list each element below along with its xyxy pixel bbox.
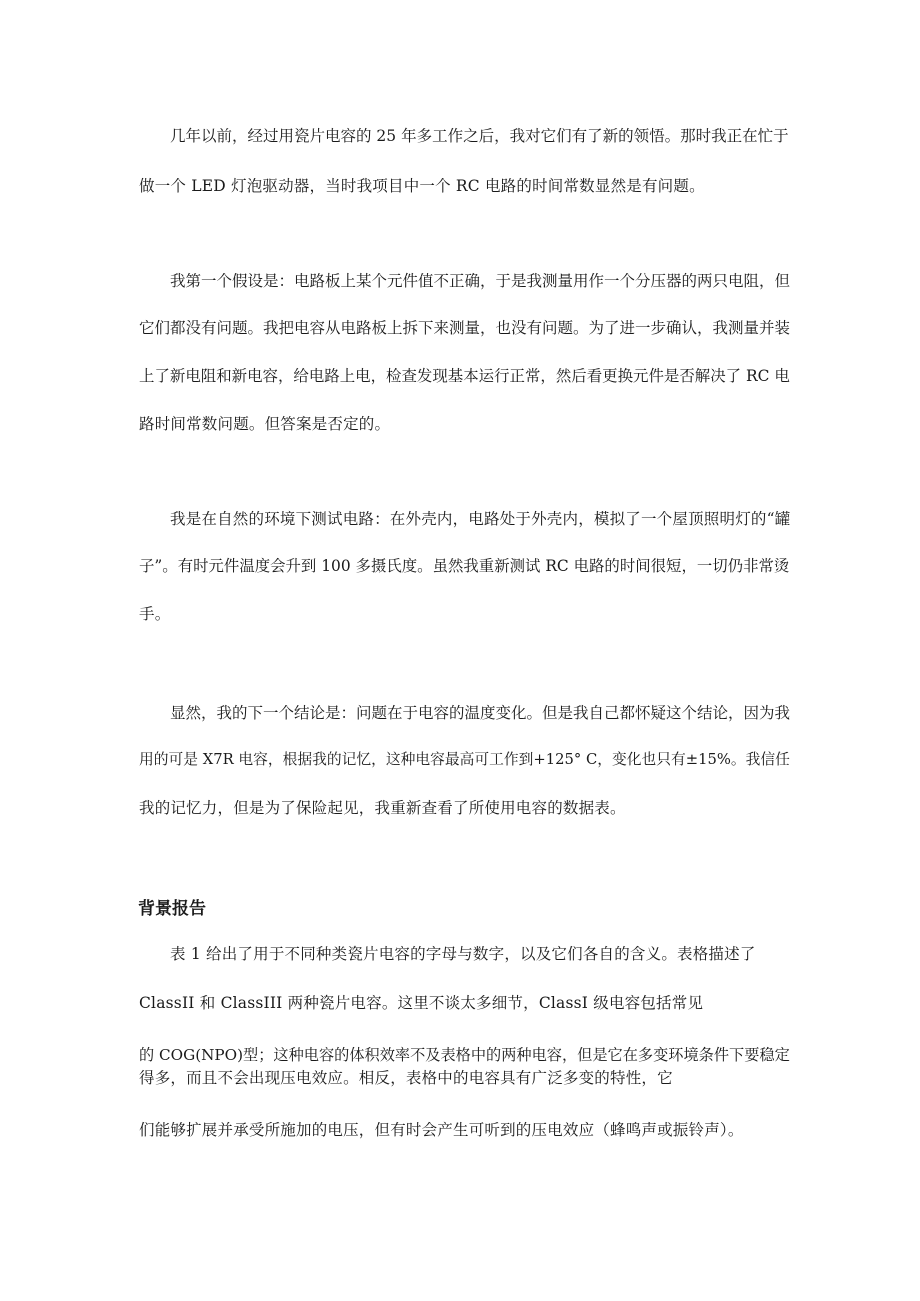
- paragraph-3-line-3: 手。: [139, 605, 171, 623]
- section-line-2: ClassII 和 ClassIII 两种瓷片电容。这里不谈太多细节，ClassI 级电容包括常见: [139, 994, 704, 1012]
- paragraph-2-line-2: 它们都没有问题。我把电容从电路板上拆下来测量，也没有问题。为了进一步确认，我测量并装: [139, 319, 791, 337]
- paragraph-3-line-1: 我是在自然的环境下测试电路：在外壳内，电路处于外壳内，模拟了一个屋顶照明灯的“罐: [170, 510, 791, 528]
- section-line-1: 表 1 给出了用于不同种类瓷片电容的字母与数字，以及它们各自的含义。表格描述了: [170, 945, 756, 963]
- section-line-4: 得多，而且不会出现压电效应。相反，表格中的电容具有广泛多变的特性，它: [139, 1069, 673, 1087]
- paragraph-2-line-4: 路时间常数问题。但答案是否定的。: [139, 415, 391, 433]
- paragraph-4-line-2: 用的可是 X7R 电容，根据我的记忆，这种电容最高可工作到+125° C，变化也只有±15%。我信任: [139, 751, 790, 768]
- paragraph-4-line-1: 显然，我的下一个结论是：问题在于电容的温度变化。但是我自己都怀疑这个结论，因为我: [170, 704, 791, 722]
- paragraph-3-line-2: 子”。有时元件温度会升到 100 多摄氏度。虽然我重新测试 RC 电路的时间很短，一切仍非常烫: [139, 557, 790, 575]
- paragraph-2-line-1: 我第一个假设是：电路板上某个元件值不正确，于是我测量用作一个分压器的两只电阻，但: [170, 272, 791, 290]
- section-line-5: 们能够扩展并承受所施加的电压，但有时会产生可听到的压电效应（蜂鸣声或振铃声）。: [139, 1121, 744, 1139]
- paragraph-1-line-2: 做一个 LED 灯泡驱动器，当时我项目中一个 RC 电路的时间常数显然是有问题。: [139, 177, 705, 195]
- paragraph-4-line-3: 我的记忆力，但是为了保险起见，我重新查看了所使用电容的数据表。: [139, 799, 626, 817]
- paragraph-2-line-3: 上了新电阻和新电容，给电路上电，检查发现基本运行正常，然后看更换元件是否解决了 RC 电: [139, 367, 790, 385]
- section-heading: 背景报告: [138, 899, 206, 919]
- section-line-3: 的 COG(NPO)型；这种电容的体积效率不及表格中的两种电容，但是它在多变环境条件下要稳定: [139, 1046, 790, 1064]
- paragraph-1-line-1: 几年以前，经过用瓷片电容的 25 年多工作之后，我对它们有了新的领悟。那时我正在忙于: [170, 127, 789, 145]
